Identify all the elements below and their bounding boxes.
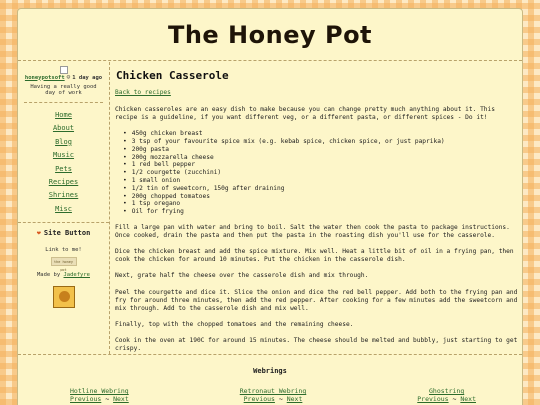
page-frame — [17, 8, 523, 405]
ingredient-list — [123, 130, 520, 216]
list-item: • 450g chicken breast — [123, 130, 520, 138]
main-content — [115, 69, 520, 354]
list-item: • 1/2 courgette (zucchini) — [123, 169, 520, 177]
step-paragraph: Dice the chicken breast and add the spice mixture. Mix well. Heat a little bit of oil in a frying pan, then cook the chicken for around 10 minutes. Put the chicken in the casserole dish. — [115, 248, 514, 264]
back-to-recipes-link[interactable]: Back to recipes — [115, 89, 171, 96]
nav-home[interactable]: Home — [55, 111, 72, 119]
sidebar-nav — [18, 109, 109, 223]
webring-sep: ~ — [278, 395, 283, 403]
list-item: • 3 tsp of your favourite spice mix (e.g. kebab spice, chicken spice, or just paprika) — [123, 138, 520, 146]
nav-shrines[interactable]: Shrines — [48, 191, 79, 200]
site-button-heading — [18, 229, 109, 237]
page-title: Chicken Casserole — [116, 69, 229, 82]
status-row — [18, 74, 109, 81]
webring-sep: ~ — [452, 395, 457, 403]
made-by-prefix: Made by — [37, 272, 61, 279]
webring-ghostring — [417, 387, 476, 403]
site-header — [18, 9, 522, 61]
nav-misc[interactable]: Misc — [55, 204, 72, 213]
footer — [18, 354, 522, 405]
list-item: • 1/2 tin of sweetcorn, 150g after draining — [123, 185, 520, 193]
list-item: • 1 red bell pepper — [123, 161, 520, 169]
webring-name-link[interactable]: Hotline Webring — [70, 387, 129, 395]
list-item: • 200g chopped tomatoes — [123, 193, 520, 201]
site-button-badge[interactable]: the honey pot — [51, 257, 77, 266]
sidebar — [18, 62, 110, 354]
status-time: 1 day ago — [72, 74, 103, 81]
webring-list — [18, 387, 522, 403]
nav-blog[interactable]: Blog — [55, 137, 72, 146]
webring-next-link[interactable]: Next — [286, 395, 303, 403]
webring-prev-link[interactable]: Previous — [243, 395, 275, 403]
made-by — [18, 272, 109, 278]
heart-icon: ❤ — [36, 229, 41, 238]
webring-retronaut — [240, 387, 307, 403]
smiley-icon: ☺ — [66, 74, 71, 81]
avatar — [60, 66, 68, 74]
step-paragraph: Finally, top with the chopped tomatoes and the remaining cheese. — [115, 320, 354, 328]
site-title: The Honey Pot — [167, 20, 373, 49]
step-paragraph: Cook in the oven at 190C for around 15 minutes. The cheese should be melted and bubbly, just starting to get crispy. — [115, 336, 518, 352]
list-item: • Oil for frying — [123, 208, 520, 216]
step-paragraph: Next, grate half the cheese over the casserole dish and mix through. — [115, 272, 369, 280]
webring-prev-link[interactable]: Previous — [417, 395, 449, 403]
webring-next-link[interactable]: Next — [113, 395, 129, 403]
made-by-link[interactable]: Jadefyre — [63, 272, 90, 279]
nav-about[interactable]: About — [52, 124, 75, 133]
status-user-link[interactable]: honeypotsoft — [24, 74, 65, 81]
honey-pot-badge[interactable] — [53, 286, 75, 308]
webring-sep: ~ — [105, 395, 110, 403]
list-item: • 200g pasta — [123, 146, 520, 154]
intro-paragraph: Chicken casseroles are an easy dish to make because you can change pretty much anything about it. This recipe is a guideline, if you want different veg, or a different pasta, or different spices - Do it! — [115, 106, 495, 122]
webring-name-link[interactable]: Ghostring — [429, 387, 465, 395]
webring-prev-link[interactable]: Previous — [70, 395, 102, 403]
link-to-me-text: Link to me! — [45, 247, 82, 254]
webrings-title: Webrings — [253, 367, 287, 375]
nav-recipes[interactable]: Recipes — [48, 178, 79, 187]
nav-music[interactable]: Music — [52, 151, 75, 160]
list-item: • 1 small onion — [123, 177, 520, 185]
step-paragraph: Peel the courgette and dice it. Slice the onion and dice the red bell pepper. Add both to the frying pan and fry for around three minutes, then add the red pepper. After cooking for a few minutes add the sweetcorn and mix through. Add to the casserole dish and mix well. — [115, 288, 518, 312]
step-paragraph: Fill a large pan with water and bring to boil. Salt the water then cook the pasta to package instructions. Once cooked, drain the pasta and then put the pasta in the roasting dish you'll use for the casserole. — [115, 224, 510, 240]
list-item: • 1 tsp oregano — [123, 200, 520, 208]
webring-next-link[interactable]: Next — [460, 395, 476, 403]
site-button-heading-text: Site Button — [43, 229, 91, 238]
status-message: Having a really good day of work — [24, 84, 103, 103]
list-item: • 200g mozzarella cheese — [123, 154, 520, 162]
nav-pets[interactable]: Pets — [55, 164, 72, 173]
webring-hotline — [70, 387, 129, 403]
webring-name-link[interactable]: Retronaut Webring — [239, 387, 307, 395]
